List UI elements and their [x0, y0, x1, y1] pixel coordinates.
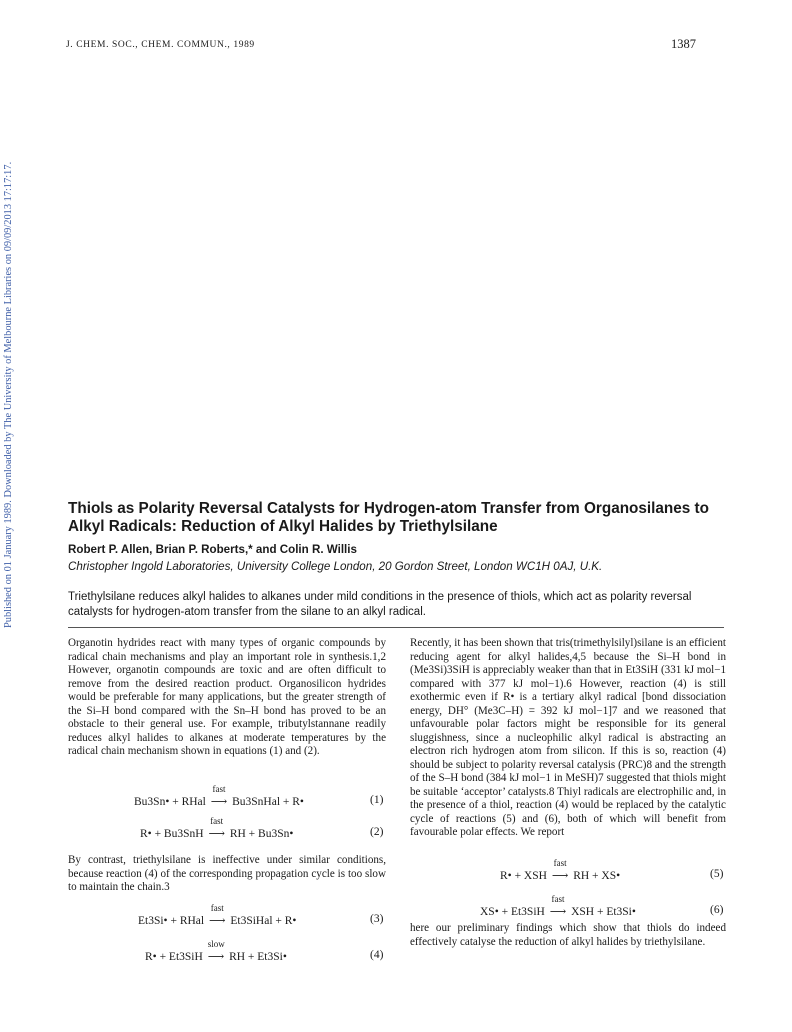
equation-1-right: Bu3SnHal + R•	[232, 796, 304, 808]
equation-3	[138, 903, 297, 927]
equation-2	[140, 816, 294, 840]
paragraph-recent-work: Recently, it has been shown that tris(trimethylsilyl)silane is an efficient reducing agent for alkyl halides,4,5 because the Si–H bond in (Me3Si)3SiH is appreciably weaker than that in Et3SiH (331 kJ mol−1 compared with 377 kJ mol−1).6 However, reaction (4) is still exothermic even if R• is a tertiary alkyl radical [bond dissociation energy, DH° (Me3C–H) = 392 kJ mol−1]7 and we reasoned that unfavourable polar factors might be responsible for its general sluggishness, since a nucleophilic alkyl radical is abstracting an electron rich hydrogen atom from silicon. If this is so, reaction (4) should be subject to polarity reversal catalysis (PRC)8 and the strength of the S–H bond (384 kJ mol−1 in MeSH)7 suggested that thiols might be suitable ‘acceptor’ catalysts.8 Thiyl radicals are electrophilic and, in the presence of a thiol, reaction (4) would be replaced by the catalytic cycle of reactions (5) and (6), both of which will benefit from favourable polar effects. We report	[410, 637, 726, 838]
equation-3-number: (3)	[370, 913, 384, 925]
equation-6-number: (6)	[710, 904, 724, 916]
equation-2-label: fast	[210, 816, 224, 826]
equation-4	[145, 939, 287, 963]
article-title: Thiols as Polarity Reversal Catalysts for Hydrogen-atom Transfer from Organosilanes to Alkyl Radicals: Reduction of Alkyl Halides by Triethylsilane	[68, 500, 709, 535]
section-divider	[68, 627, 724, 628]
equation-1-number: (1)	[370, 794, 384, 806]
arrow-icon: fast ⟶	[549, 894, 567, 918]
equation-4-left: R• + Et3SiH	[145, 951, 203, 963]
equation-4-number: (4)	[370, 949, 384, 961]
journal-header: J. CHEM. SOC., CHEM. COMMUN., 1989	[66, 40, 255, 50]
page-number: 1387	[671, 37, 696, 51]
arrow-icon: fast ⟶	[210, 784, 228, 808]
affiliation: Christopher Ingold Laboratories, University College London, 20 Gordon Street, London WC1H 0AJ, U.K.	[68, 560, 603, 573]
equation-4-label: slow	[207, 939, 225, 949]
equation-1-left: Bu3Sn• + RHal	[134, 796, 206, 808]
equation-4-right: RH + Et3Si•	[229, 951, 287, 963]
equation-6	[480, 894, 636, 918]
arrow-icon: fast ⟶	[551, 858, 569, 882]
paragraph-intro: Organotin hydrides react with many types of organic compounds by radical chain mechanisms and play an important role in synthesis.1,2 However, organotin compounds are toxic and are often difficult to remove from the desired reaction product. Organosilicon hydrides would be preferable for many applications, but the greater strength of the Si–H bond compared with the Sn–H bond has proved to be an obstacle to their general use. For example, tributylstannane readily reduces alkyl halides to alkanes at moderate temperatures by the radical chain mechanism shown in equations (1) and (2).	[68, 637, 386, 757]
arrow-icon: fast ⟶	[208, 903, 226, 927]
equation-6-label: fast	[551, 894, 565, 904]
equation-3-right: Et3SiHal + R•	[230, 915, 297, 927]
equation-5-left: R• + XSH	[500, 870, 547, 882]
equation-2-number: (2)	[370, 826, 384, 838]
equation-1-label: fast	[212, 784, 226, 794]
equation-5-label: fast	[553, 858, 567, 868]
abstract: Triethylsilane reduces alkyl halides to alkanes under mild conditions in the presence of thiols, which act as polarity reversal catalysts for hydrogen-atom transfer from the silane to an alkyl radical.	[68, 591, 692, 618]
equation-5-right: RH + XS•	[573, 870, 621, 882]
equation-5	[500, 858, 621, 882]
equation-1	[134, 784, 304, 808]
arrow-icon: slow ⟶	[207, 939, 225, 963]
download-note-link[interactable]: Published on 01 January 1989. Downloaded by The University of Melbourne Libraries on 09/09/2013 17:17:17.	[3, 161, 14, 628]
equation-6-left: XS• + Et3SiH	[480, 906, 545, 918]
paragraph-contrast: By contrast, triethylsilane is ineffective under similar conditions, because reaction (4) of the corresponding propagation cycle is too slow to maintain the chain.3	[68, 854, 386, 893]
equation-6-right: XSH + Et3Si•	[571, 906, 636, 918]
equation-2-right: RH + Bu3Sn•	[229, 828, 294, 840]
paragraph-findings: here our preliminary findings which show that thiols do indeed effectively catalyse the reduction of alkyl halides by triethylsilane.	[410, 922, 726, 948]
equation-2-left: R• + Bu3SnH	[140, 828, 204, 840]
arrow-icon: fast ⟶	[208, 816, 225, 840]
equation-3-label: fast	[210, 903, 224, 913]
equation-3-left: Et3Si• + RHal	[138, 915, 205, 927]
author-list: Robert P. Allen, Brian P. Roberts,* and Colin R. Willis	[68, 543, 357, 556]
equation-5-number: (5)	[710, 868, 724, 880]
